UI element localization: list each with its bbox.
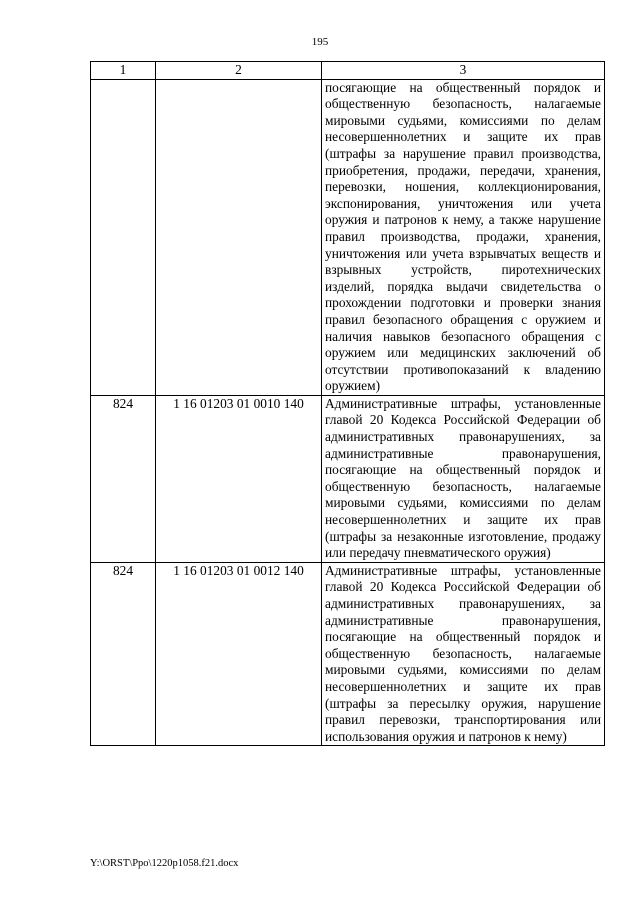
header-row xyxy=(91,62,605,80)
admin-code-cell xyxy=(91,79,156,395)
table-row xyxy=(91,395,605,562)
description-cell: посягающие на общественный порядок и общественную безопасность, налагаемые мировыми судьями, комиссиями по делам несовершеннолетних и защите их прав (штрафы за нарушение правил производства, приобретения, продажи, передачи, хранения, перевозки, ношения, коллекционирования, экспонирования, уничтожения или учета оружия и патронов к нему, а также нарушение правил производства, продажи, хранения, уничтожения или учета взрывчатых веществ и взрывных устройств, пиротехнических изделий, порядка выдачи свидетельства о прохождении подготовки и проверки знания правил безопасного обращения с оружием и наличия навыков безопасного обращения с оружием или медицинских заключений об отсутствии противопоказаний к владению оружием) xyxy=(322,79,605,395)
column-header-3: 3 xyxy=(322,62,605,80)
budget-code-cell xyxy=(156,79,322,395)
budget-code-cell: 1 16 01203 01 0012 140 xyxy=(156,562,322,746)
page-number: 195 xyxy=(311,36,329,48)
admin-code-cell: 824 xyxy=(91,395,156,562)
description-cell: Административные штрафы, установленные главой 20 Кодекса Российской Федерации об административных правонарушениях, за административные правонарушения, посягающие на общественный порядок и общественную безопасность, налагаемые мировыми судьями, комиссиями по делам несовершеннолетних и защите их прав (штрафы за пересылку оружия, нарушение правил перевозки, транспортирования или использования оружия и патронов к нему) xyxy=(322,562,605,746)
column-header-2: 2 xyxy=(156,62,322,80)
table-row xyxy=(91,562,605,746)
admin-code-cell: 824 xyxy=(91,562,156,746)
description-cell: Административные штрафы, установленные главой 20 Кодекса Российской Федерации об административных правонарушениях, за административные правонарушения, посягающие на общественный порядок и общественную безопасность, налагаемые мировыми судьями, комиссиями по делам несовершеннолетних и защите их прав (штрафы за незаконные изготовление, продажу или передачу пневматического оружия) xyxy=(322,395,605,562)
file-path-footer: Y:\ORST\Ppo\1220p1058.f21.docx xyxy=(90,858,239,869)
table-row xyxy=(91,79,605,395)
budget-codes-table xyxy=(90,61,605,746)
column-header-1: 1 xyxy=(91,62,156,80)
budget-code-cell: 1 16 01203 01 0010 140 xyxy=(156,395,322,562)
